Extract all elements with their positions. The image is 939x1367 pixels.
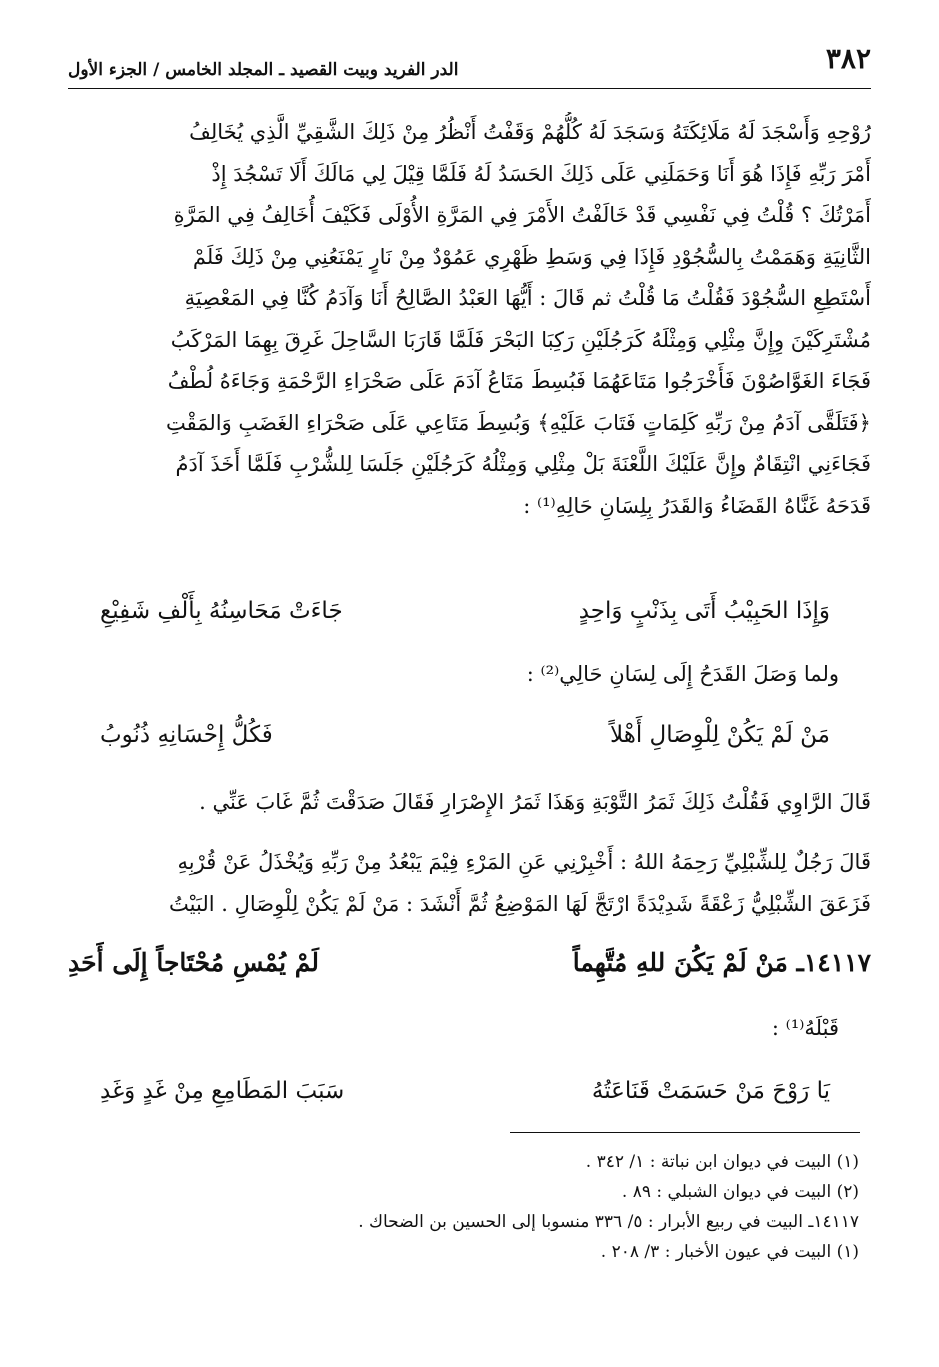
prose-block-1 xyxy=(68,112,871,527)
verse-line xyxy=(100,1078,830,1120)
page-number: ٣٨٢ xyxy=(825,42,871,75)
footnote: (١) البيت في ديوان ابن نباتة : ١/ ٣٤٢ . xyxy=(585,1152,859,1172)
verse-second-hemistich: سَبَبَ المَطَامِعِ مِنْ غَدٍ وَغَدِ xyxy=(100,1078,345,1104)
footnote: (٢) البيت في ديوان الشبلي : ٨٩ . xyxy=(621,1182,859,1202)
intro-line: ولما وَصَلَ القَدَحُ إِلَى لِسَانِ حَالِي⁽²⁾ : xyxy=(526,662,839,686)
verse-second-hemistich: جَاءَتْ مَحَاسِنُهُ بِأَلْفِ شَفِيْعِ xyxy=(100,598,343,624)
prose-line: ﴿فَتَلَقَّى آدَمُ مِنْ رَبِّهِ كَلِمَاتٍ فَتَابَ عَلَيْهِ﴾ وَبُسِطَ مَتَاعِي عَلَى صَحْرَاءِ الغَضَبِ وَالمَقْتِ xyxy=(165,410,871,435)
prose-line: أَمَرْتُكَ ؟ قُلْتُ فِي نَفْسِي قَدْ خَالَفْتُ الأَمْرَ فِي المَرَّةِ الأُوْلَى فَكَيْفَ أُخَالِفُ فِي المَرَّةِ xyxy=(173,203,871,227)
footnote-rule xyxy=(510,1132,860,1133)
prose-line: قَدَحَهُ غَنَّاهُ القَضَاءُ وَالقَدَرُ بِلِسَانِ حَالِهِ⁽¹⁾ : xyxy=(523,493,871,518)
intro-line: قَبْلَهُ⁽¹⁾ : xyxy=(771,1016,839,1040)
verse-second-hemistich: فَكُلُّ إِحْسَانِهِ ذُنُوبُ xyxy=(100,722,273,748)
header-rule xyxy=(68,88,871,89)
footnotes xyxy=(69,1147,859,1267)
verse-first-hemistich: مَنْ لَمْ يَكُنْ لِلْوِصَالِ أَهْلاً xyxy=(610,722,830,748)
verse-second-hemistich: لَمْ يُمْسِ مُحْتَاجاً إِلَى أَحَدِ xyxy=(68,948,320,977)
prose-line: الثَّانِيَةِ وَهَمَمْتُ بِالسُّجُوْدِ فَإِذَا فِي وَسَطِ ظَهْرِي عَمُوْدٌ مِنْ نَارٍ يَمْنَعُنِي مِنْ ذَلِكَ فَلَمْ xyxy=(192,244,871,269)
prose-line: قَالَ الرَّاوِي فَقُلْتُ ذَلِكَ ثَمَرُ التَّوْبَةِ وَهَذَا ثَمَرُ الإِصْرَارِ فَقَالَ صَدَقْتَ ثُمَّ غَابَ عَنِّي . xyxy=(199,790,871,814)
footnote: ١٤١١٧ـ البيت في ربيع الأبرار : ٥/ ٣٣٦ منسوبا إلى الحسين بن الضحاك . xyxy=(358,1212,859,1232)
verse-line xyxy=(100,722,830,764)
verse-first-hemistich: وَإِذَا الحَبِيْبُ أَتَى بِذَنْبٍ وَاحِدٍ xyxy=(578,598,830,624)
prose-line: أَسْتَطِعِ السُّجُوْدَ فَقُلْتُ مَا قُلْتُ ثم قَالَ : أَيُّهَا العَبْدُ الصَّالِحُ أَنَا وَآدَمُ كُنَّا فِي المَعْصِيَةِ xyxy=(184,286,871,310)
prose-block-3 xyxy=(68,842,871,925)
prose-line: مُشْتَرِكَيْنَ وِإِنَّ مِثْلِي وَمِثْلَهُ كَرَجُلَيْنِ رَكِبَا البَحْرَ فَلَمَّا قَارَبَا السَّاحِلَ غَرِقَ بِهِمَا المَرْكَبُ xyxy=(170,327,871,352)
prose-line: فَجَاءَ الغَوَّاصُوْنَ فَأَخْرَجُوا مَتَاعَهُمَا فَبُسِطَ مَتَاعُ آدَمَ عَلَى صَحْرَاءِ الرَّحْمَةِ وَجَاءَهُ لُطْفُ xyxy=(167,369,871,393)
page-header xyxy=(68,42,871,86)
prose-block-2 xyxy=(68,782,871,824)
verse-line xyxy=(100,598,830,640)
footnote: (١) البيت في عيون الأخبار : ٣/ ٢٠٨ . xyxy=(600,1242,859,1262)
verse-first-hemistich: ١٤١١٧ـ مَنْ لَمْ يَكُنَ للهِ مُتَّهِماً xyxy=(572,948,871,977)
running-title: الدر الفريد وبيت القصيد ـ المجلد الخامس / الجزء الأول xyxy=(68,60,459,80)
numbered-verse xyxy=(68,948,871,990)
prose-line: فَزَعَقَ الشِّبْلِيُّ زَعْقَةً شَدِيْدَةً ارْتَجَّ لَهَا المَوْضِعُ ثُمَّ أَنْشَدَ : مَنْ لَمْ يَكُنْ لِلْوِصَالِ . البَيْتُ xyxy=(169,891,871,916)
verse-first-hemistich: يَا رَوْحَ مَنْ حَسَمَتْ قَنَاعَتُهُ xyxy=(591,1078,830,1104)
prose-line: فَجَاءَنِي انْتِقَامٌ وإِنَّ عَلَيْكَ اللَّعْنَةَ بَلْ مِثْلِي وَمِثْلُهُ كَرَجُلَيْنِ جَلَسَا لِلشُّرْبِ فَلَمَّا أَخَذَ آدَمُ xyxy=(175,452,871,476)
prose-line: أَمْرَ رَبِّهِ فَإِذَا هُوَ أَنَا وَحَمَلَنِي عَلَى ذَلِكَ الحَسَدُ لَهُ فَلَمَّا قِيْلَ لِي مَالَكَ أَلَا تَسْجُدَ إِذْ xyxy=(211,161,871,186)
prose-line: رُوْحِهِ وَأَسْجَدَ لَهُ مَلَائِكَتَهُ وَسَجَدَ لَهُ كُلُّهُمْ وَقَفْتُ أَنْظُرُ مِنْ ذَلِكَ الشَّقِيِّ الَّذِي يُخَالِفُ xyxy=(189,120,871,144)
prose-line: قَالَ رَجُلٌ لِلشِّبْلِيِّ رَحِمَهُ اللهُ : أَخْبِرْنِي عَنِ المَرْءِ فِيْمَ يَبْعُدُ مِنْ رَبِّهِ وَيُخْذَلُ عَنْ قُرْبِهِ xyxy=(177,850,871,874)
